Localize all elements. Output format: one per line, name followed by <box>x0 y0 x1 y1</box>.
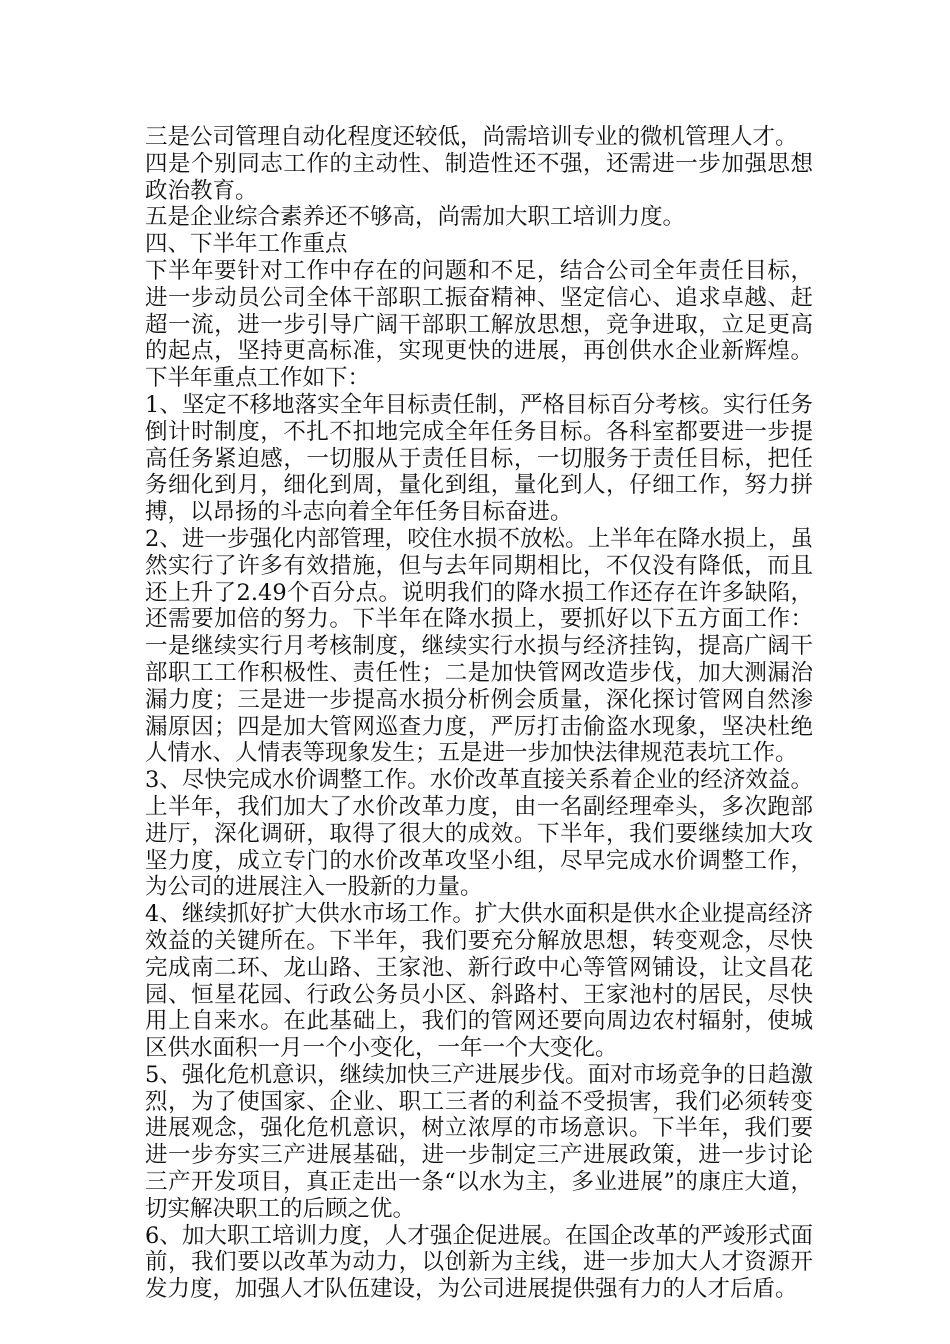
paragraph-issue-4: 四是个别同志工作的主动性、制造性还不强，还需进一步加强思想政治教育。 <box>145 150 813 204</box>
paragraph-item-4: 4、继续抓好扩大供水市场工作。扩大供水面积是供水企业提高经济效益的关键所在。下半年，我们要充分解放思想，转变观念，尽快完成南二环、龙山路、王家池、新行政中心等管网铺设，让文昌花园、恒星花园、行政公务员小区、斜路村、王家池村的居民，尽快用上自来水。在此基础上，我们的管网还要向周边农村辐射，使城区供水面积一月一个小变化，一年一个大变化。 <box>145 901 813 1062</box>
paragraph-item-5: 5、强化危机意识，继续加快三产进展步伐。面对市场竞争的日趋激烈，为了使国家、企业、职工三者的利益不受损害，我们必须转变进展观念，强化危机意识，树立浓厚的市场意识。下半年，我们要进一步夯实三产进展基础，进一步制定三产进展政策，进一步讨论三产开发项目，真正走出一条“以水为主，多业进展”的康庄大道，切实解决职工的后顾之优。 <box>145 1061 813 1222</box>
paragraph-item-1: 1、坚定不移地落实全年目标责任制，严格目标百分考核。实行任务倒计时制度，不扎不扣地完成全年任务目标。各科室都要进一步提高任务紧迫感，一切服从于责任目标，一切服务于责任目标，把任务细化到月，细化到周，量化到组，量化到人，仔细工作，努力拼搏，以昂扬的斗志向着全年任务目标奋进。 <box>145 391 813 526</box>
paragraph-issue-5: 五是企业综合素养还不够高，尚需加大职工培训力度。 <box>145 204 686 231</box>
paragraph-item-3: 3、尽快完成水价调整工作。水价改革直接关系着企业的经济效益。上半年，我们加大了水价改革力度，由一名副经理牵头，多次跑部进厅，深化调研，取得了很大的成效。下半年，我们要继续加大攻坚力度，成立专门的水价改革攻坚小组，尽早完成水价调整工作，为公司的进展注入一股新的力量。 <box>145 767 813 901</box>
document-body <box>145 124 813 1303</box>
section-heading: 四、下半年工作重点 <box>145 231 348 258</box>
paragraph-item-6: 6、加大职工培训力度，人才强企促进展。在国企改革的严竣形式面前，我们要以改革为动力，以创新为主线，进一步加大人才资源开发力度，加强人才队伍建设，为公司进展提供强有力的人才后盾。 <box>145 1222 813 1303</box>
paragraph-issue-3: 三是公司管理自动化程度还较低，尚需培训专业的微机管理人才。 <box>145 124 798 150</box>
paragraph-item-2: 2、进一步强化内部管理，咬住水损不放松。上半年在降水损上，虽然实行了许多有效措施，但与去年同期相比，不仅没有降低，而且还上升了2.49个百分点。说明我们的降水损工作还存在许多缺陷，还需要加倍的努力。下半年在降水损上，要抓好以下五方面工作：一是继续实行月考核制度，继续实行水损与经济挂钩，提高广阔干部职工工作积极性、责任性；二是加快管网改造步伐，加大测漏治漏力度；三是进一步提高水损分析例会质量，深化探讨管网自然渗漏原因；四是加大管网巡查力度，严厉打击偷盗水现象，坚决杜绝人情水、人情表等现象发生；五是进一步加快法律规范表坑工作。 <box>145 525 813 767</box>
paragraph-intro: 下半年要针对工作中存在的问题和不足，结合公司全年责任目标，进一步动员公司全体干部职工振奋精神、坚定信心、追求卓越、赶超一流，进一步引导广阔干部职工解放思想，竞争进取，立足更高的起点，坚持更高标准，实现更快的进展，再创供水企业新辉煌。下半年重点工作如下： <box>145 257 813 392</box>
